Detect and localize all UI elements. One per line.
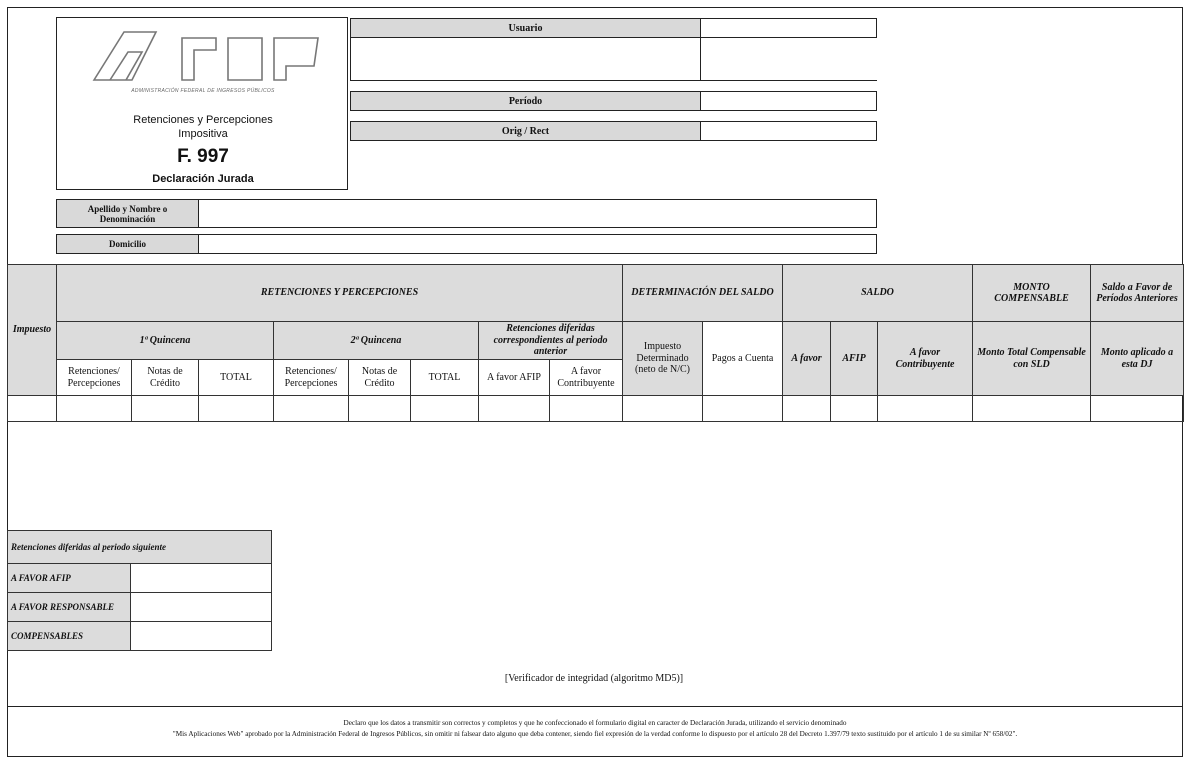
q2-notas-credito-header: Notas de Crédito [349,360,411,396]
cell-saldo-afip[interactable] [831,396,878,422]
domicilio-block [56,234,877,254]
a-favor-header: A favor [783,322,831,396]
saldo-header: SALDO [783,265,973,322]
diferidas-contrib-header: A favor Contribuyente [550,360,623,396]
cell-q1-ret[interactable] [57,396,132,422]
impuesto-header: Impuesto [8,265,57,396]
a-favor-contribuyente-header: A favor Contribuyente [878,322,973,396]
form-number: F. 997 [177,146,229,167]
deferred-responsable-field[interactable] [131,593,272,622]
cell-dif-contrib[interactable] [550,396,623,422]
periodo-label: Período [351,92,701,110]
pagos-a-cuenta-header: Pagos a Cuenta [703,322,783,396]
usuario-extra-header [701,19,877,38]
periodo-field[interactable] [701,92,876,110]
apellido-block [56,199,877,228]
cell-saldo-contrib[interactable] [878,396,973,422]
deferred-row-label: A FAVOR RESPONSABLE [8,593,131,622]
cell-impuesto-determinado[interactable] [623,396,703,422]
q2-total-header: TOTAL [411,360,479,396]
cell-q2-total[interactable] [411,396,479,422]
segunda-quincena-header: 2ª Quincena [274,322,479,360]
cell-saldo-a-favor[interactable] [783,396,831,422]
form-subtitle-1: Retenciones y Percepciones [133,114,273,126]
diferidas-afip-header: A favor AFIP [479,360,550,396]
deferred-afip-field[interactable] [131,564,272,593]
domicilio-field[interactable] [199,235,876,253]
deferred-compensables-field[interactable] [131,622,272,651]
logo-box [56,17,348,190]
form-kind: Declaración Jurada [152,173,254,185]
agency-line: ADMINISTRACIÓN FEDERAL DE INGRESOS PÚBLICOS [131,88,275,94]
cell-q2-ret[interactable] [274,396,349,422]
afip-logo-icon [92,26,322,84]
deferred-table [7,530,272,651]
deferred-row-label: A FAVOR AFIP [8,564,131,593]
deferred-title: Retenciones diferidas al periodo siguiente [8,531,272,564]
monto-aplicado-header: Monto aplicado a esta DJ [1091,322,1184,396]
integrity-label: [Verificador de integridad (algoritmo MD5)] [504,673,684,684]
table-row [8,396,1184,422]
cell-dif-afip[interactable] [479,396,550,422]
monto-total-compensable-header: Monto Total Compensable con SLD [973,322,1091,396]
saldo-favor-anteriores-header: Saldo a Favor de Períodos Anteriores [1091,265,1184,322]
cell-q1-notas[interactable] [132,396,199,422]
usuario-block [350,18,877,81]
apellido-label: Apellido y Nombre o Denominación [57,200,199,227]
cell-q2-notas[interactable] [349,396,411,422]
cell-monto-aplicado[interactable] [1091,396,1184,422]
periodo-block [350,91,877,111]
usuario-field[interactable] [351,38,701,80]
impuesto-determinado-header: Impuesto Determinado (neto de N/C) [623,322,703,396]
q1-ret-perc-header: Retenciones/ Percepciones [57,360,132,396]
q1-notas-credito-header: Notas de Crédito [132,360,199,396]
cell-impuesto[interactable] [8,396,57,422]
determinacion-saldo-header: DETERMINACIÓN DEL SALDO [623,265,783,322]
deferred-row-label: COMPENSABLES [8,622,131,651]
q1-total-header: TOTAL [199,360,274,396]
main-table [7,264,1184,422]
afip-header: AFIP [831,322,878,396]
retenciones-diferidas-header: Retenciones diferidas correspondientes al periodo anterior [479,322,623,360]
orig-rect-label: Orig / Rect [351,122,701,140]
usuario-label: Usuario [351,19,701,38]
usuario-extra-field[interactable] [701,38,877,80]
q2-ret-perc-header: Retenciones/ Percepciones [274,360,349,396]
orig-rect-field[interactable] [701,122,876,140]
orig-rect-block [350,121,877,141]
footer-line-1: Declaro que los datos a transmitir son correctos y completos y que he confeccionado el formulario digital en caracter de Declaración Jurada, utilizando el servicio denominado [343,719,847,727]
primera-quincena-header: 1ª Quincena [57,322,274,360]
form-subtitle-2: Impositiva [178,128,228,140]
cell-q1-total[interactable] [199,396,274,422]
apellido-field[interactable] [199,200,876,227]
cell-monto-total[interactable] [973,396,1091,422]
retenciones-percepciones-header: RETENCIONES Y PERCEPCIONES [57,265,623,322]
domicilio-label: Domicilio [57,235,199,253]
monto-compensable-header: MONTO COMPENSABLE [973,265,1091,322]
cell-pagos-cuenta[interactable] [703,396,783,422]
footer-line-2: "Mis Aplicaciones Web" aprobado por la Administración Federal de Ingresos Públicos, sin omitir ni falsear dato alguno que deba contener, siendo fiel expresión de la verdad conforme lo dispuesto por el artículo 28 del Decreto 1.397/79 texto sustituido por el artículo 1 de su similar Nº 658/02". [172,730,1018,738]
footer-divider [7,706,1183,707]
